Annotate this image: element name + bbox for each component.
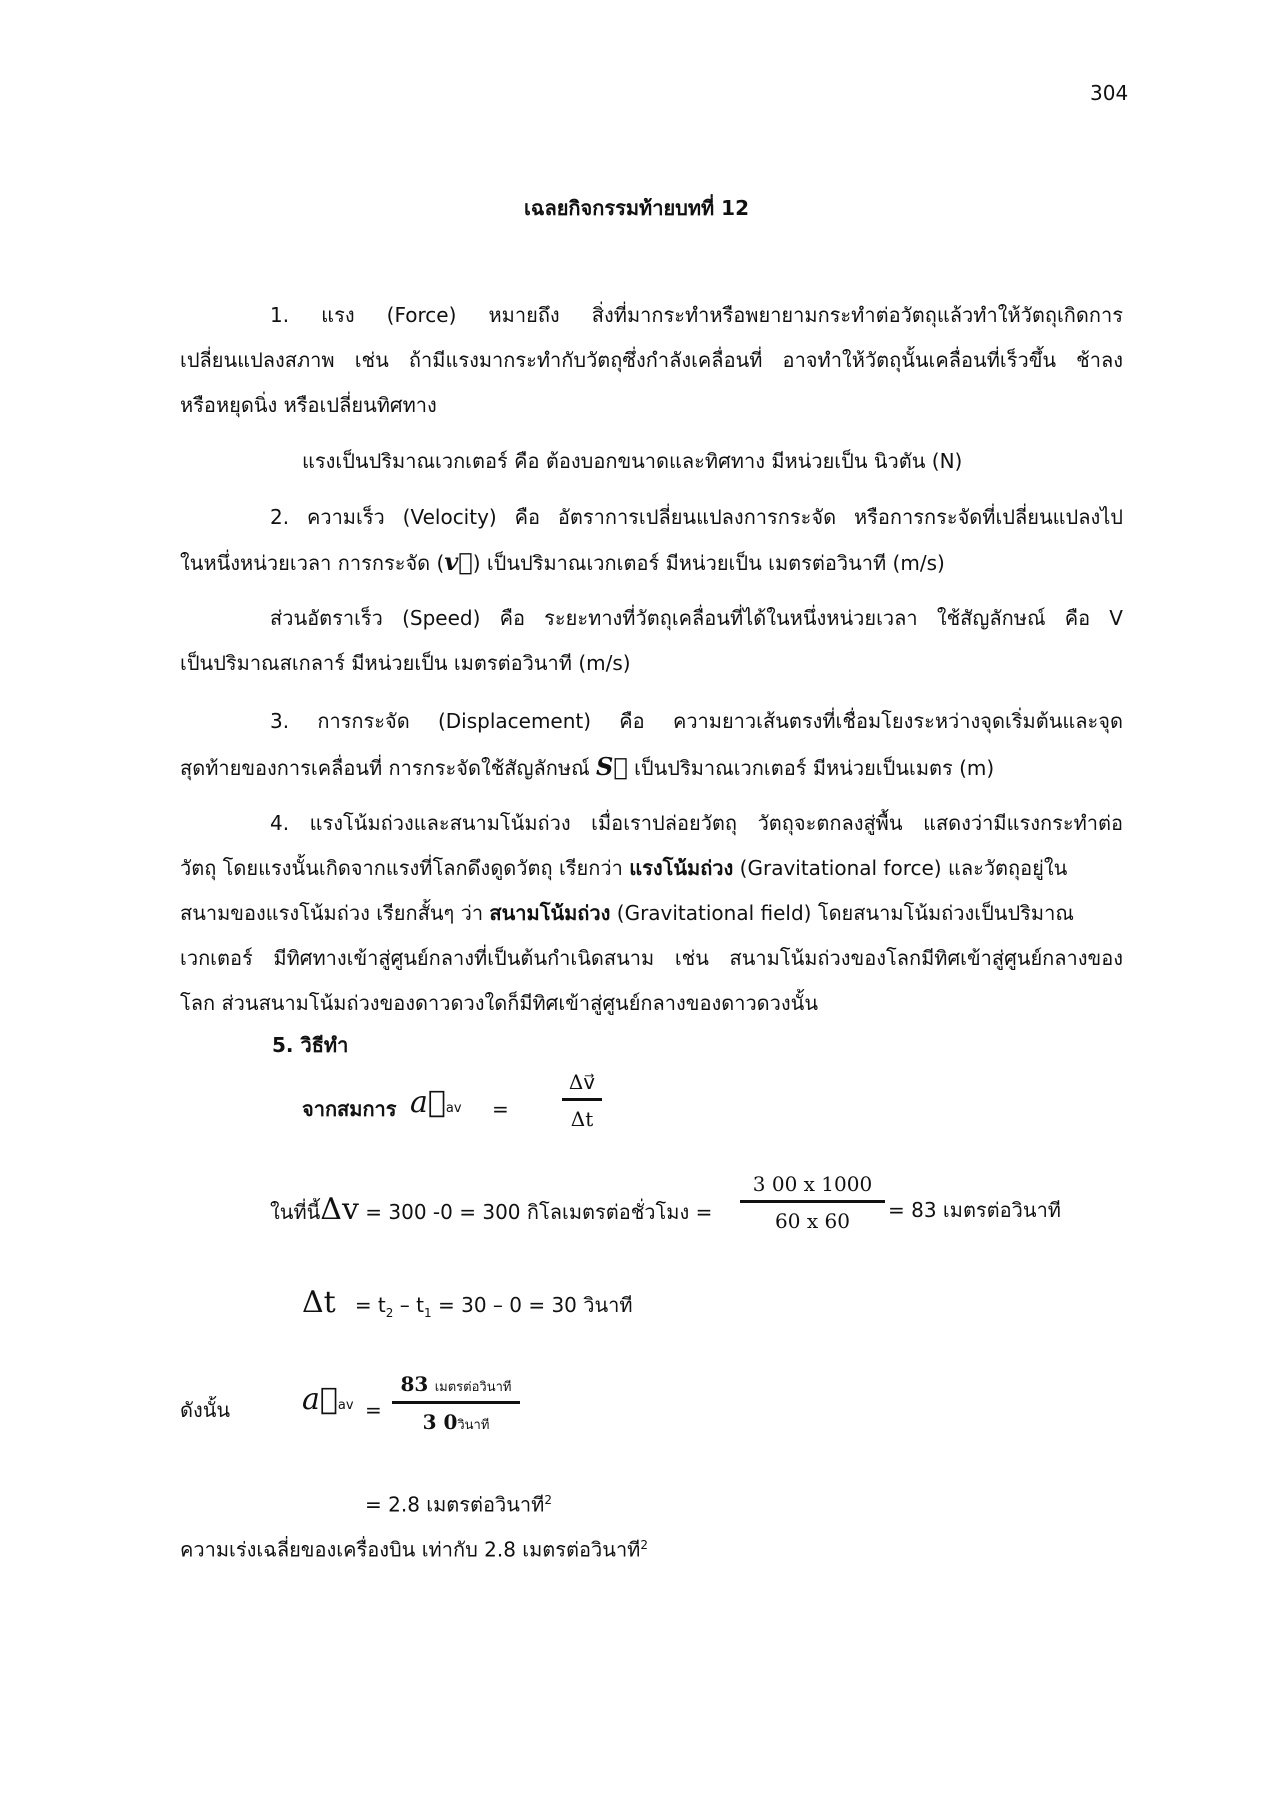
numerator: 3 00 x 1000 xyxy=(740,1172,885,1203)
paragraph-line xyxy=(180,853,1123,883)
text: ) เป็นปริมาณเวกเตอร์ มีหน่วยเป็น เมตรต่อวินาที (m/s) xyxy=(472,551,945,575)
text: – t xyxy=(393,1293,424,1317)
bold-term: สนามโน้มถ่วง xyxy=(489,901,611,925)
equals: = xyxy=(365,1398,382,1422)
paragraph-line xyxy=(180,547,1123,578)
solution-heading: 5. วิธีทำ xyxy=(272,1033,349,1057)
subscript: av xyxy=(337,1398,354,1413)
text: สนามของแรงโน้มถ่วง เรียกสั้นๆ ว่า xyxy=(180,901,490,925)
subscript: 1 xyxy=(423,1306,432,1320)
paragraph-line: แรงเป็นปริมาณเวกเตอร์ คือ ต้องบอกขนาดและทิศทาง มีหน่วยเป็น นิวตัน (N) xyxy=(302,449,963,473)
equals: = xyxy=(492,1097,509,1121)
paragraph-line: หรือหยุดนิ่ง หรือเปลี่ยนทิศทาง xyxy=(180,393,437,417)
page-title: เฉลยกิจกรรมท้ายบทที่ 12 xyxy=(523,196,750,220)
eq1-lhs xyxy=(410,1085,462,1124)
eq2-line xyxy=(270,1192,713,1227)
numerator: Δv⃗ xyxy=(562,1070,602,1101)
text: = 300 -0 = 300 กิโลเมตรต่อชั่วโมง = xyxy=(365,1200,713,1224)
eq4-lhs xyxy=(302,1382,354,1421)
delta-v: Δv xyxy=(320,1192,359,1227)
bold-term: แรงโน้มถ่วง xyxy=(629,856,734,880)
delta-t: Δt xyxy=(302,1285,336,1320)
result: = 83 เมตรต่อวินาที xyxy=(888,1198,1061,1222)
text: = t xyxy=(354,1293,386,1317)
text: ความเร่งเฉลี่ยของเครื่องบิน เท่ากับ 2.8 เมตรต่อวินาที xyxy=(180,1537,641,1562)
denominator: 3 0 xyxy=(422,1410,458,1434)
eq1-label: จากสมการ xyxy=(302,1097,397,1121)
eq4-label: ดังนั้น xyxy=(180,1398,231,1422)
text: = 30 – 0 = 30 วินาที xyxy=(431,1293,633,1317)
paragraph-line: 4. แรงโน้มถ่วงและสนามโน้มถ่วง เมื่อเราปล่อยวัตถุ วัตถุจะตกลงสู่พื้น แสดงว่ามีแรงกระทำต่อ xyxy=(270,811,1123,835)
accel-symbol: a⃗ xyxy=(410,1085,446,1120)
paragraph-line: 1. แรง (Force) หมายถึง สิ่งที่มากระทำหรือพยายามกระทำต่อวัตถุแล้วทำให้วัตถุเกิดการ xyxy=(270,303,1123,327)
paragraph-line: เป็นปริมาณสเกลาร์ มีหน่วยเป็น เมตรต่อวินาที (m/s) xyxy=(180,651,631,675)
numerator: 83 xyxy=(400,1372,429,1396)
subscript: 2 xyxy=(385,1306,394,1320)
fraction xyxy=(740,1172,885,1233)
denominator: Δt xyxy=(570,1107,594,1131)
text: = 2.8 เมตรต่อวินาที xyxy=(365,1492,545,1517)
paragraph-line xyxy=(180,752,1123,783)
paragraph-line: 2. ความเร็ว (Velocity) คือ อัตราการเปลี่ยนแปลงการกระจัด หรือการกระจัดที่เปลี่ยนแปลงไป xyxy=(270,505,1123,529)
accel-symbol: a⃗ xyxy=(302,1382,338,1417)
subscript: av xyxy=(445,1101,462,1116)
text: ในหนึ่งหน่วยเวลา การกระจัด ( xyxy=(180,551,445,575)
page-number: 304 xyxy=(1090,81,1129,105)
displacement-symbol: S⃗ xyxy=(596,752,628,781)
velocity-symbol: v⃗ xyxy=(444,547,473,576)
text: สุดท้ายของการเคลื่อนที่ การกระจัดใช้สัญลักษณ์ xyxy=(180,756,596,780)
text: เป็นปริมาณเวกเตอร์ มีหน่วยเป็นเมตร (m) xyxy=(627,756,995,780)
denominator: 60 x 60 xyxy=(775,1209,850,1233)
text: (Gravitational field) โดยสนามโน้มถ่วงเป็นปริมาณ xyxy=(610,901,1074,925)
paragraph-line: โลก ส่วนสนามโน้มถ่วงของดาวดวงใดก็มีทิศเข้าสู่ศูนย์กลางของดาวดวงนั้น xyxy=(180,991,818,1015)
superscript: 2 xyxy=(640,1538,648,1552)
fraction xyxy=(562,1070,602,1131)
superscript: 2 xyxy=(544,1493,552,1507)
paragraph-line: เวกเตอร์ มีทิศทางเข้าสู่ศูนย์กลางที่เป็นต้นกำเนิดสนาม เช่น สนามโน้มถ่วงของโลกมีทิศเข้าสู่ศูนย์กลางของ xyxy=(180,946,1123,970)
paragraph-line: เปลี่ยนแปลงสภาพ เช่น ถ้ามีแรงมากระทำกับวัตถุซึ่งกำลังเคลื่อนที่ อาจทำให้วัตถุนั้นเคลื่อนที่เร็วขึ้น ช้าลง xyxy=(180,348,1123,372)
eq3-line xyxy=(302,1285,633,1328)
paragraph-line xyxy=(180,898,1123,928)
text: (Gravitational force) และวัตถุอยู่ใน xyxy=(733,856,1068,880)
fraction xyxy=(392,1372,520,1435)
text: วัตถุ โดยแรงนั้นเกิดจากแรงที่โลกดึงดูดวัตถุ เรียกว่า xyxy=(180,856,630,880)
eq5-line xyxy=(365,1485,552,1520)
paragraph-line: ส่วนอัตราเร็ว (Speed) คือ ระยะทางที่วัตถุเคลื่อนที่ได้ในหนึ่งหน่วยเวลา ใช้สัญลักษณ์ คือ V xyxy=(270,606,1123,630)
label: ในที่นี้ xyxy=(270,1200,321,1224)
paragraph-line: 3. การกระจัด (Displacement) คือ ความยาวเส้นตรงที่เชื่อมโยงระหว่างจุดเริ่มต้นและจุด xyxy=(270,709,1123,733)
unit: วินาที xyxy=(457,1418,490,1433)
conclusion xyxy=(180,1530,648,1565)
unit: เมตรต่อวินาที xyxy=(434,1380,512,1395)
